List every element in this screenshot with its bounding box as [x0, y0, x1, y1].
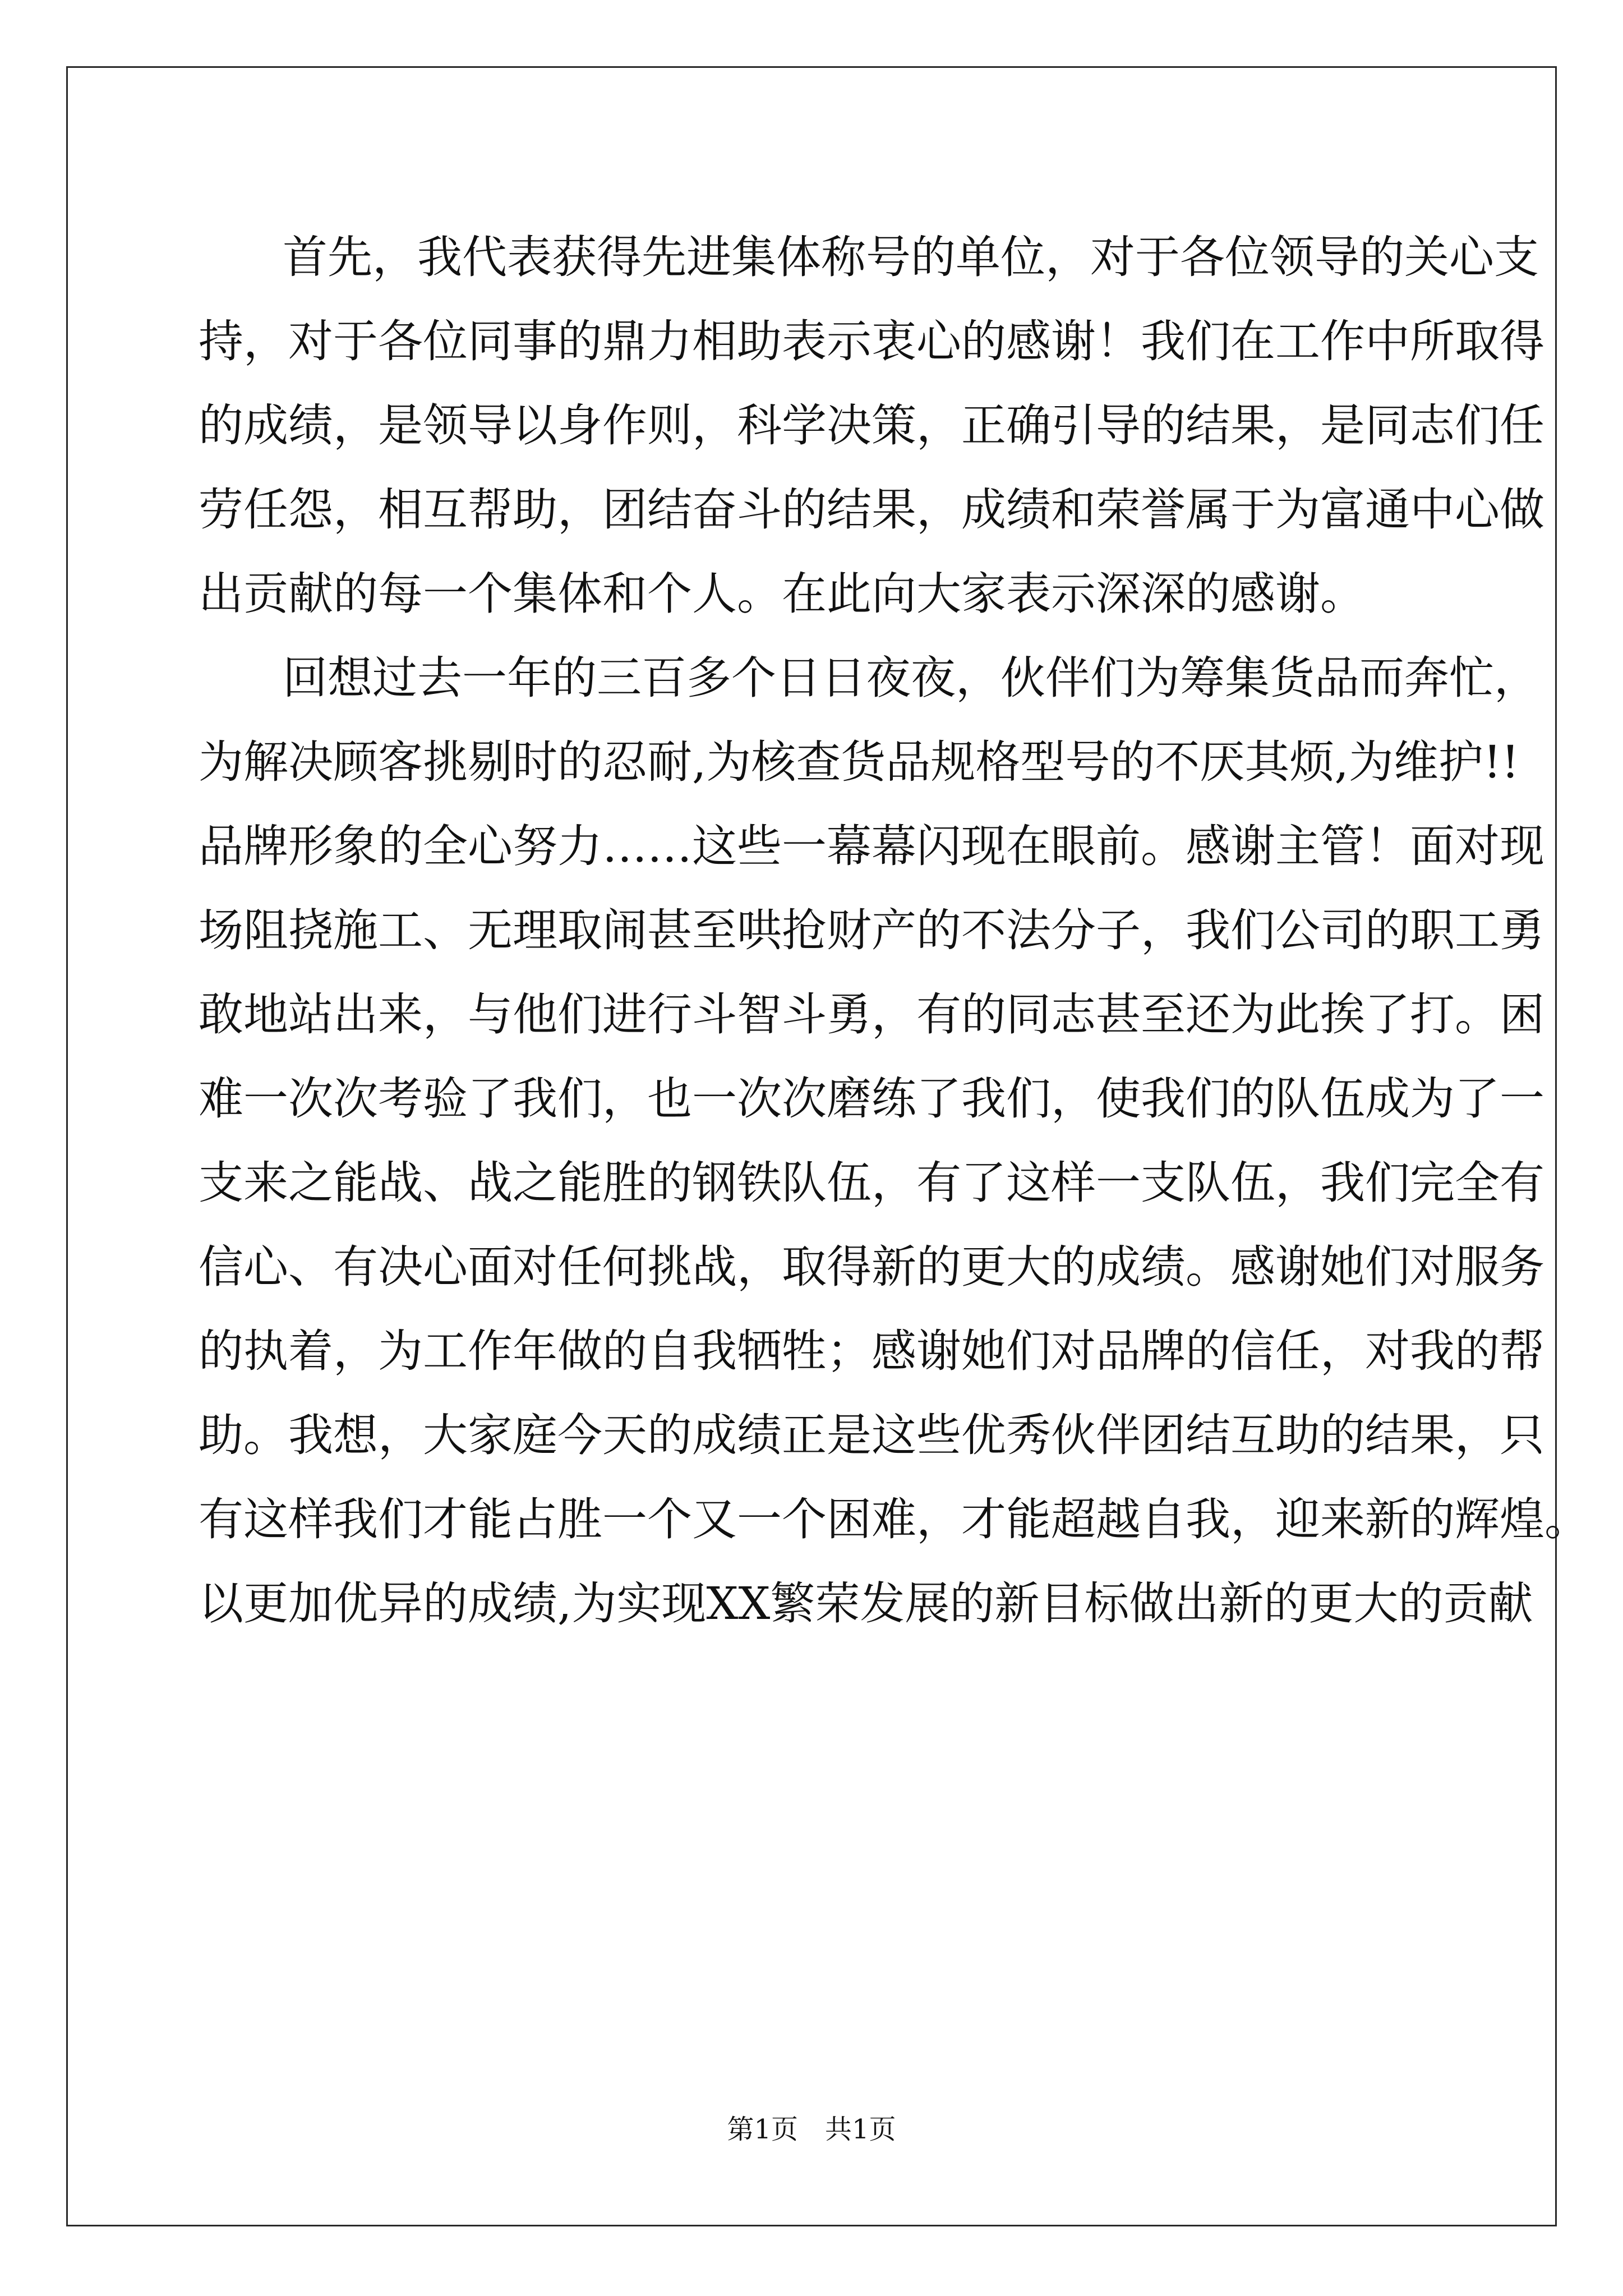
text-line: 持，对于各位同事的鼎力相助表示衷心的感谢！我们在工作中所取得: [199, 315, 1544, 367]
text-line: 为解决顾客挑剔时的忍耐,为核查货品规格型号的不厌其烦,为维护!!: [199, 736, 1520, 788]
text-line: 首先，我代表获得先进集体称号的单位，对于各位领导的关心支: [283, 231, 1539, 283]
paragraph-1: [199, 215, 1544, 636]
text-line: 助。我想，大家庭今天的成绩正是这些优秀伙伴团结互助的结果，只: [199, 1409, 1544, 1461]
page-footer: 第1页 共1页: [727, 2114, 896, 2145]
text-line: 出贡献的每一个集体和个人。在此向大家表示深深的感谢。: [199, 568, 1365, 620]
text-line: 难一次次考验了我们，也一次次磨练了我们，使我们的队伍成为了一: [199, 1073, 1544, 1125]
text-line: 支来之能战、战之能胜的钢铁队伍，有了这样一支队伍，我们完全有: [199, 1157, 1544, 1209]
text-line: 回想过去一年的三百多个日日夜夜，伙伴们为筹集货品而奔忙，: [283, 652, 1539, 704]
text-line: 以更加优异的成绩,为实现XX繁荣发展的新目标做出新的更大的贡献: [199, 1577, 1533, 1630]
text-line: 有这样我们才能占胜一个又一个困难，才能超越自我，迎来新的辉煌。: [199, 1493, 1589, 1545]
document-body: [199, 215, 1589, 1646]
text-line: 敢地站出来，与他们进行斗智斗勇，有的同志甚至还为此挨了打。困: [199, 988, 1544, 1041]
text-line: 信心、有决心面对任何挑战，取得新的更大的成绩。感谢她们对服务: [199, 1241, 1544, 1293]
text-line: 劳任怨，相互帮助，团结奋斗的结果，成绩和荣誉属于为富通中心做: [199, 484, 1544, 536]
text-line: 品牌形象的全心努力……这些一幕幕闪现在眼前。感谢主管！面对现: [199, 820, 1544, 872]
paragraph-2: [199, 636, 1589, 1646]
text-line: 的执着，为工作年做的自我牺牲；感谢她们对品牌的信任，对我的帮: [199, 1325, 1544, 1377]
text-line: 场阻挠施工、无理取闹甚至哄抢财产的不法分子，我们公司的职工勇: [199, 904, 1544, 956]
text-line: 的成绩，是领导以身作则，科学决策，正确引导的结果，是同志们任: [199, 399, 1544, 452]
